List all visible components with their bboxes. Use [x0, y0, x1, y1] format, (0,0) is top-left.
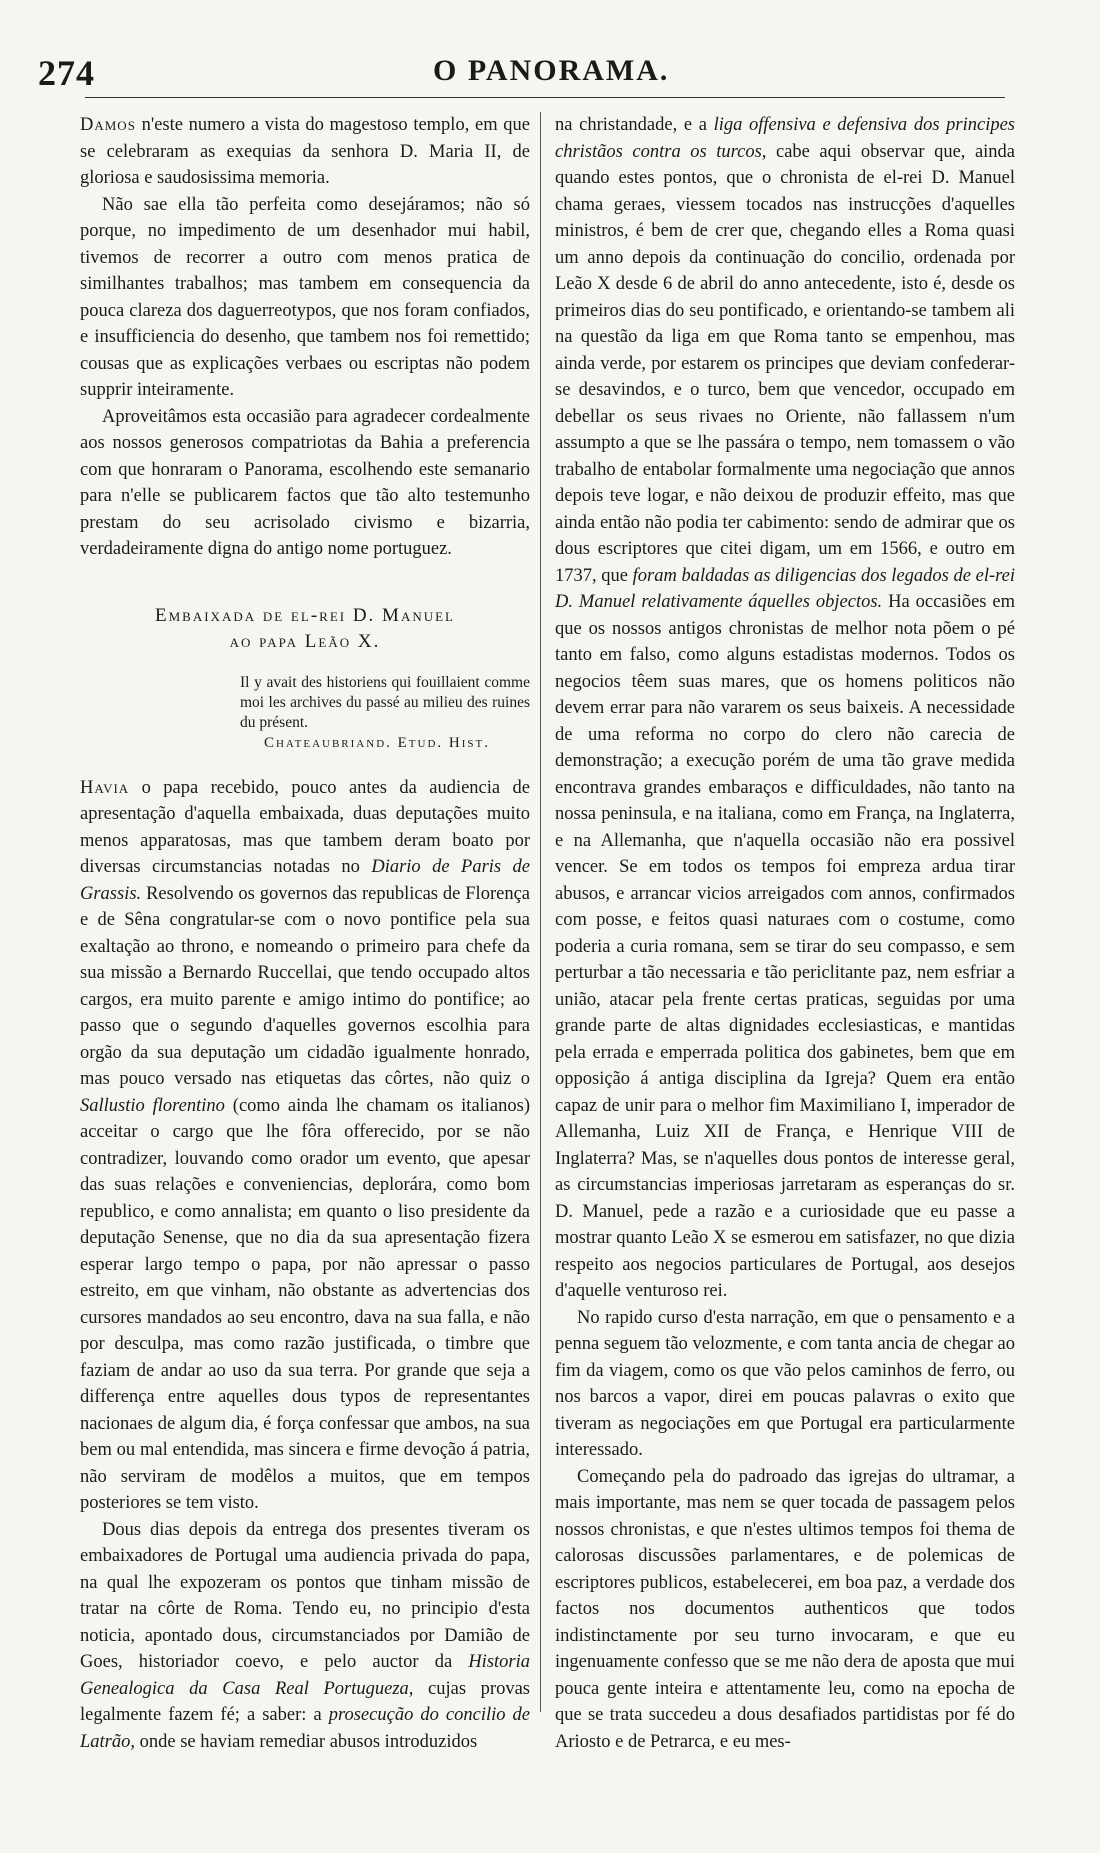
paragraph-text: o papa recebido, pouco antes da audiencia de apresentação d'aquella embaixada, duas deputações muito menos apparatosas, mas que tambem deram boato por diversas circumstancias notadas no: [80, 777, 530, 877]
italic-text: Sallustio florentino: [80, 1095, 225, 1116]
epigraph: [240, 673, 530, 753]
paragraph-text: cabe aqui observar que, ainda quando estes pontos, que o chronista de el-rei D. Manuel chama geraes, viessem tocados nas instrucções d'aquelles ministros, é bem de crer que, chegando elles a Roma quasi um anno depois da continuação do concilio, ordenada por Leão X desde 6 de abril do anno antecedente, isto é, desde os primeiros dias do seu pontificado, e orientando-se tambem ali na questão da liga em que Roma tanto se empenhou, mas ainda verde, por estarem os principes que deviam confederar-se desavindos, e o turco, bem que vencedor, occupado em debellar os seus rivaes no Oriente, não fallassem n'um assumpto a que se lhe passára o tempo, nem tomassem o vão trabalho de entabolar formalmente uma negociação que annos depois teve logar, e não deixou de produzir effeito, mas que ainda então não podia ter cabimento: sendo de admirar que os dous escriptores que citei digam, um em 1566, e outro em 1737, que: [555, 141, 1016, 586]
paragraph-text: Resolvendo os governos das republicas de Florença e de Sêna congratular-se com o novo pontifice pela sua exaltação ao throno, e nomeando o primeiro para chefe da sua missão a Bernardo Ruccellai, que tendo occupado altos cargos, era muito parente e amigo intimo do pontifice; ao passo que o segundo d'aquelles governos escolhia para orgão da sua deputação um cidadão igualmente honrado, mas pouco versado nas etiquetas das côrtes, não quiz o: [80, 883, 530, 1089]
paragraph-text: n'este numero a vista do magestoso templo, em que se celebraram as exequias da senhora D. Maria II, de gloriosa e saudosissima memoria.: [80, 115, 530, 188]
paragraph: Não sae ella tão perfeita como desejáramos; não só porque, no impedimento de um desenhador mui habil, tivemos de recorrer a outro com menos pratica de similhantes trabalhos; mas tambem em consequencia da pouca clareza dos daguerreotypos, que nos foram confiados, e insufficiencia do desenho, que tambem nos foi remettido; cousas que as explicações verbaes ou escriptas não podem supprir inteiramente.: [80, 194, 530, 400]
header-rule: [85, 97, 1005, 98]
epigraph-text: Il y avait des historiens qui fouillaient comme moi les archives du passé au milieu des ruines du présent.: [240, 673, 530, 731]
italic-text: foram baldadas as diligencias dos legados de el-rei D. Manuel relativamente áquelles objectos.: [555, 565, 1015, 612]
section-title: [80, 603, 530, 655]
paragraph: Começando pela do padroado das igrejas do ultramar, a mais importante, mas nem se quer tocada de passagem pelos nossos chronistas, e que n'estes ultimos tempos foi thema de calorosas discussões parlamentares, e de polemicas de escriptores publicos, estabelecerei, em boa paz, a verdade dos factos nos documentos authenticos que todos indistinctamente por seu turno invocaram, e que eu ingenuamente confesso que se me não dera de aposta que mui pouca gente inteira e attentamente leu, como na epocha de que se trata succedeu a dous desafiados partidistas por fé do Ariosto e de Petrarca, e eu mes-: [555, 1466, 1015, 1752]
section-title-line: ao papa Leão X.: [229, 630, 381, 652]
epigraph-source: Chateaubriand. Etud. Hist.: [263, 734, 490, 751]
italic-text: Historia Genealogica da Casa Real Portugueza,: [80, 1652, 530, 1699]
page-header: [38, 52, 1038, 102]
paragraph: [555, 112, 1015, 1305]
paragraph-text: cujas provas legalmente fazem fé; a saber: a: [80, 1678, 531, 1725]
paragraph-text: (como ainda lhe chamam os italianos) acceitar o cargo que lhe fôra offerecido, por se não contradizer, louvando como orador um evento, que apesar das suas relações e conveniencias, deplorára, como bom republico, e como annalista; em quanto o liso presidente da deputação Senense, que no dia da sua apresentação fizera esperar largo tempo o papa, por não apressar o passo estreito, em que vinham, não obstante as advertencias dos cursores mandados ao seu encontro, dava na sua falla, e não por desculpa, mas como razão justificada, o timbre que faziam de andar ao uso da sua terra. Por grande que seja a differença entre aquelles dous typos de representantes nacionaes de algum dia, é força confessar que ambos, na sua bem ou mal entendida, mas sincera e firme devoção á patria, não serviram de modêlos a muitos, que em tempos posteriores se tem visto.: [80, 1095, 531, 1513]
italic-text: Diario de Paris de Grassis.: [80, 857, 531, 904]
left-column: [80, 112, 530, 1755]
italic-text: prosecução do concilio de Latrão,: [80, 1705, 530, 1752]
paragraph-text: na christandade, e a: [555, 115, 707, 135]
section-title-line: Embaixada de el-rei D. Manuel: [155, 604, 455, 626]
italic-text: liga offensiva e defensiva dos principes christãos contra os turcos,: [555, 115, 1016, 162]
lead-word: Damos: [80, 115, 136, 135]
paragraph: [80, 112, 530, 192]
running-title: O PANORAMA.: [433, 54, 670, 87]
column-divider: [540, 112, 541, 1712]
paragraph-text: onde se haviam remediar abusos introduzidos: [139, 1731, 478, 1752]
paragraph: Aproveitâmos esta occasião para agradecer cordealmente aos nossos generosos compatriotas da Bahia a preferencia com que honraram o Panorama, escolhendo este semanario para n'elle se publicarem factos que tão alto testemunho prestam do seu acrisolado civismo e bizarria, verdadeiramente digna do antigo nome portuguez.: [80, 406, 530, 559]
paragraph-text: Ha occasiões em que os nossos antigos chronistas de melhor nota põem o pé tanto em falso, como alguns estadistas modernos. Todos os negocios têem suas mares, que os homens politicos não devem errar para não vararem os seus baixeis. A necessidade de uma reforma no corpo do clero não carecia de demonstração; a execução porém de uma tão grave medida encontrava grandes embaraços e difficuldades, não tanto na nossa peninsula, e na italiana, como em França, na Inglaterra, e na Allemanha, que n'aquella occasião não era possivel vencer. Se em todos os tempos foi empreza ardua tirar abusos, e arrancar vicios arreigados com annos, confirmados com posse, e feitos quasi naturaes com o costume, como poderia a curia romana, sem se tirar do seu compasso, e sem perturbar a tão necessaria e tão periclitante paz, nem esfriar a união, atacar pela frente certas praticas, seguidas por uma grande parte de altas dignidades ecclesiasticas, e mantidas pela errada e emperrada politica dos gabinetes, bem que em opposição á antiga disciplina da Igreja? Quem era então capaz de unir para o melhor fim Maximiliano I, imperador de Allemanha, Luiz XII de França, e Henrique VIII de Inglaterra? Mas, se n'aquelles dous pontos de interesse geral, as circumstancias imperiosas jarretaram as esperanças do sr. D. Manuel, pede a razão e a curiosidade que eu passe a mostrar quanto Leão X se esmerou em satisfazer, no que dizia respeito aos negocios particulares de Portugal, aos desejos d'aquelle venturoso rei.: [555, 592, 1016, 1301]
lead-word: Havia: [80, 777, 130, 798]
page-number: 274: [38, 53, 95, 93]
paragraph: [80, 1517, 530, 1756]
paragraph: [80, 775, 530, 1517]
paragraph-text: Dous dias depois da entrega dos presentes tiveram os embaixadores de Portugal uma audiencia privada do papa, na qual lhe expozeram os pontos que tinham missão de tratar na côrte de Roma. Tendo eu, no principio d'esta noticia, apontado dous, circumstanciados por Damião de Goes, historiador coevo, e pelo auctor da: [80, 1519, 530, 1672]
right-column: [555, 112, 1015, 1755]
paragraph: No rapido curso d'esta narração, em que o pensamento e a penna seguem tão velozmente, e com tanta ancia de chegar ao fim da viagem, como os que vão pelos caminhos de ferro, ou nos barcos a vapor, direi em poucas palavras o exito que tiveram as negociações em que Portugal era particularmente interessado.: [555, 1307, 1015, 1460]
